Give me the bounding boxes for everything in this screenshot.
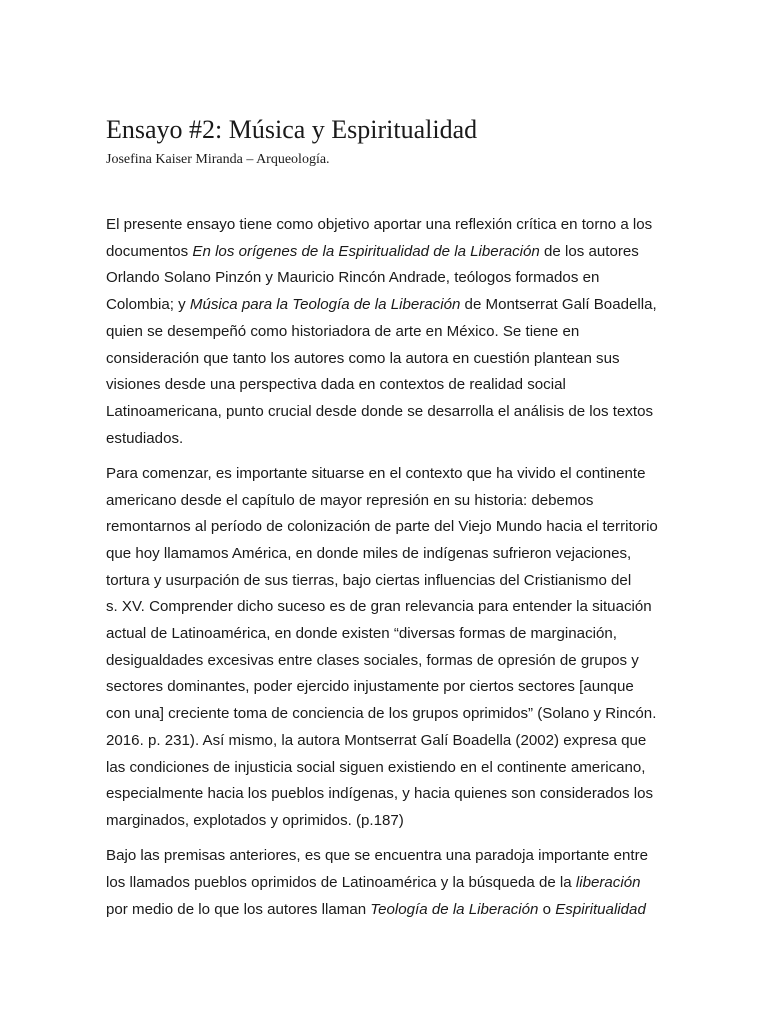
italic-term: liberación (575, 873, 641, 891)
text-run: s. XV. Comprender dicho suceso es de gran relevancia para entender la situación (106, 598, 652, 616)
italic-term: Teología de la Liberación (370, 900, 539, 918)
italic-term: Espiritualidad (555, 900, 646, 918)
text-run: o (538, 900, 556, 918)
text-run: actual de Latinoamérica, en donde existen “diversas formas de marginación, (106, 625, 617, 643)
text-run: consideración que tanto los autores como la autora en cuestión plantean sus (106, 349, 620, 367)
text-run: por medio de lo que los autores llaman (106, 900, 371, 918)
text-line (106, 265, 666, 292)
text-run: estudiados. (106, 429, 184, 447)
text-line (106, 426, 666, 453)
text-run: quien se desempeñó como historiadora de arte en México. Se tiene en (106, 322, 580, 340)
text-line (106, 781, 666, 808)
text-run: sectores dominantes, poder ejercido injustamente por ciertos sectores [aunque (106, 678, 634, 696)
text-run: con una] creciente toma de conciencia de los grupos oprimidos” (Solano y Rincón. (106, 705, 657, 723)
text-line (106, 621, 666, 648)
text-line (106, 488, 666, 515)
text-line (106, 594, 666, 621)
text-run: que hoy llamamos América, en donde miles de indígenas sufrieron vejaciones, (106, 544, 632, 562)
text-line (106, 897, 666, 924)
text-line (106, 292, 666, 319)
text-run: Orlando Solano Pinzón y Mauricio Rincón Andrade, teólogos formados en (106, 269, 600, 287)
text-line (106, 674, 666, 701)
text-run: americano desde el capítulo de mayor represión en su historia: debemos (106, 491, 594, 509)
text-line (106, 755, 666, 782)
text-run: tortura y usurpación de sus tierras, bajo ciertas influencias del Cristianismo del (106, 571, 632, 589)
text-line (106, 808, 666, 835)
paragraph-3 (106, 843, 666, 923)
text-run: de Montserrat Galí Boadella, (460, 296, 657, 314)
text-line (106, 701, 666, 728)
text-run: Bajo las premisas anteriores, es que se encuentra una paradoja importante entre (106, 847, 649, 865)
text-run: marginados, explotados y oprimidos. (p.187) (106, 811, 404, 829)
text-run: especialmente hacia los pueblos indígenas, y hacia quienes son considerados los (106, 785, 654, 803)
paragraph-1 (106, 212, 666, 452)
text-line (106, 843, 666, 870)
text-run: desigualdades excesivas entre clases sociales, formas de opresión de grupos y (106, 651, 639, 669)
document-author: Josefina Kaiser Miranda – Arqueología. (106, 152, 330, 167)
text-line (106, 372, 666, 399)
text-run: El presente ensayo tiene como objetivo aportar una reflexión crítica en torno a los (106, 216, 653, 233)
text-line (106, 870, 666, 897)
italic-book-title: Música para la Teología de la Liberación (189, 296, 461, 314)
text-run: remontarnos al período de colonización de parte del Viejo Mundo hacia el territorio (106, 518, 658, 536)
text-run: de los autores (539, 242, 639, 260)
italic-book-title: En los orígenes de la Espiritualidad de la Liberación (192, 242, 540, 260)
text-run: documentos (106, 242, 193, 260)
text-line (106, 346, 666, 373)
text-line (106, 239, 666, 266)
text-run: Colombia; y (106, 296, 190, 314)
text-run: visiones desde una perspectiva dada en contextos de realidad social (106, 376, 566, 394)
document-body (106, 212, 666, 932)
text-run: Latinoamericana, punto crucial desde donde se desarrolla el análisis de los textos (106, 402, 654, 420)
text-line (106, 568, 666, 595)
text-line (106, 648, 666, 675)
text-line (106, 728, 666, 755)
text-line (106, 399, 666, 426)
text-run: las condiciones de injusticia social siguen existiendo en el continente americano, (106, 758, 646, 776)
document-title: Ensayo #2: Música y Espiritualidad (106, 115, 478, 144)
text-run: 2016. p. 231). Así mismo, la autora Montserrat Galí Boadella (2002) expresa que (106, 731, 647, 749)
text-line (106, 541, 666, 568)
text-run: Para comenzar, es importante situarse en el contexto que ha vivido el continente (106, 464, 646, 482)
text-line (106, 514, 666, 541)
paragraph-2 (106, 461, 666, 835)
text-line (106, 461, 666, 488)
text-line (106, 212, 666, 239)
text-run: los llamados pueblos oprimidos de Latinoamérica y la búsqueda de la (106, 873, 576, 891)
text-line (106, 319, 666, 346)
